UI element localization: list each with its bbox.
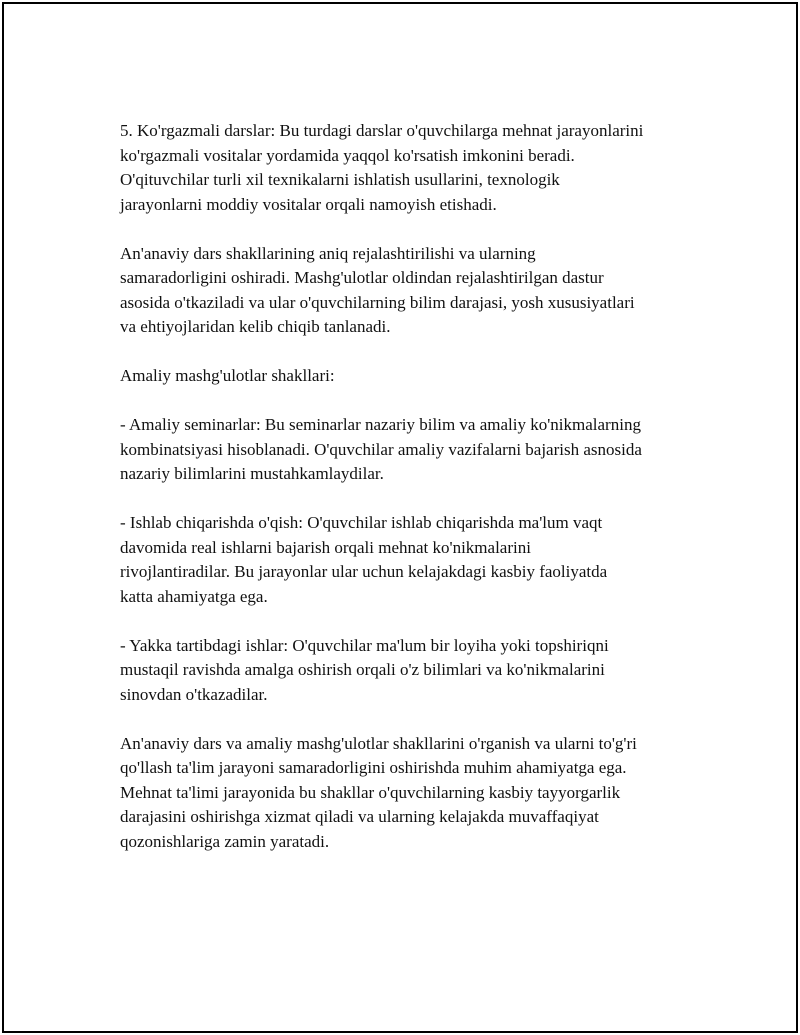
- text-line: 5. Ko'rgazmali darslar: Bu turdagi darslar o'quvchilarga mehnat jarayonlarini: [120, 121, 644, 140]
- text-line: - Ishlab chiqarishda o'qish: O'quvchilar ishlab chiqarishda ma'lum vaqt: [120, 513, 603, 532]
- page-frame: [2, 2, 798, 1033]
- list-item-yakka-tartibdagi-ishlar: [120, 634, 710, 708]
- text-line: ko'rgazmali vositalar yordamida yaqqol ko'rsatish imkonini beradi.: [120, 145, 575, 165]
- text-line: jarayonlarni moddiy vositalar orqali namoyish etishadi.: [120, 194, 497, 214]
- text-line: An'anaviy dars shakllarining aniq rejalashtirilishi va ularning: [120, 243, 536, 263]
- text-line: katta ahamiyatga ega.: [120, 586, 268, 606]
- text-line: kombinatsiyasi hisoblanadi. O'quvchilar amaliy vazifalarni bajarish asnosida: [120, 439, 642, 459]
- text-line: Mehnat ta'limi jarayonida bu shakllar o'quvchilarning kasbiy tayyorgarlik: [120, 782, 621, 802]
- text-line: sinovdan o'tkazadilar.: [120, 684, 268, 704]
- paragraph-conclusion: [120, 732, 710, 855]
- text-line: davomida real ishlarni bajarish orqali mehnat ko'nikmalarini: [120, 537, 531, 557]
- text-line: rivojlantiradilar. Bu jarayonlar ular uchun kelajakdagi kasbiy faoliyatda: [120, 562, 608, 581]
- list-item-amaliy-seminarlar: [120, 413, 710, 487]
- text-line: An'anaviy dars va amaliy mashg'ulotlar shakllarini o'rganish va ularni to'g'ri: [120, 733, 637, 753]
- text-line: nazariy bilimlarini mustahkamlaydilar.: [120, 464, 384, 483]
- text-line: samaradorligini oshiradi. Mashg'ulotlar oldindan rejalashtirilgan dastur: [120, 268, 604, 287]
- document-body: [120, 119, 710, 879]
- text-line: mustaqil ravishda amalga oshirish orqali o'z bilimlari va ko'nikmalarini: [120, 660, 605, 679]
- text-line: asosida o'tkaziladi va ular o'quvchilarning bilim darajasi, yosh xususiyatlari: [120, 292, 635, 312]
- text-line: qo'llash ta'lim jarayoni samaradorligini oshirishda muhim ahamiyatga ega.: [120, 758, 627, 777]
- text-line: qozonishlariga zamin yaratadi.: [120, 831, 330, 851]
- text-line: va ehtiyojlaridan kelib chiqib tanlanadi.: [120, 317, 391, 336]
- text-line: - Amaliy seminarlar: Bu seminarlar nazariy bilim va amaliy ko'nikmalarning: [120, 415, 641, 434]
- paragraph-ananaviy-dars-shakllari: [120, 242, 710, 340]
- section-heading-amaliy-mashgulotlar: [120, 364, 710, 389]
- text-line: O'qituvchilar turli xil texnikalarni ishlatish usullarini, texnologik: [120, 170, 560, 189]
- paragraph-korgazmali-darslar: [120, 119, 710, 217]
- list-item-ishlab-chiqarishda-oqish: [120, 511, 710, 609]
- text-line: - Yakka tartibdagi ishlar: O'quvchilar ma'lum bir loyiha yoki topshiriqni: [120, 635, 609, 655]
- text-line: Amaliy mashg'ulotlar shakllari:: [120, 366, 335, 385]
- text-line: darajasini oshirishga xizmat qiladi va ularning kelajakda muvaffaqiyat: [120, 807, 599, 826]
